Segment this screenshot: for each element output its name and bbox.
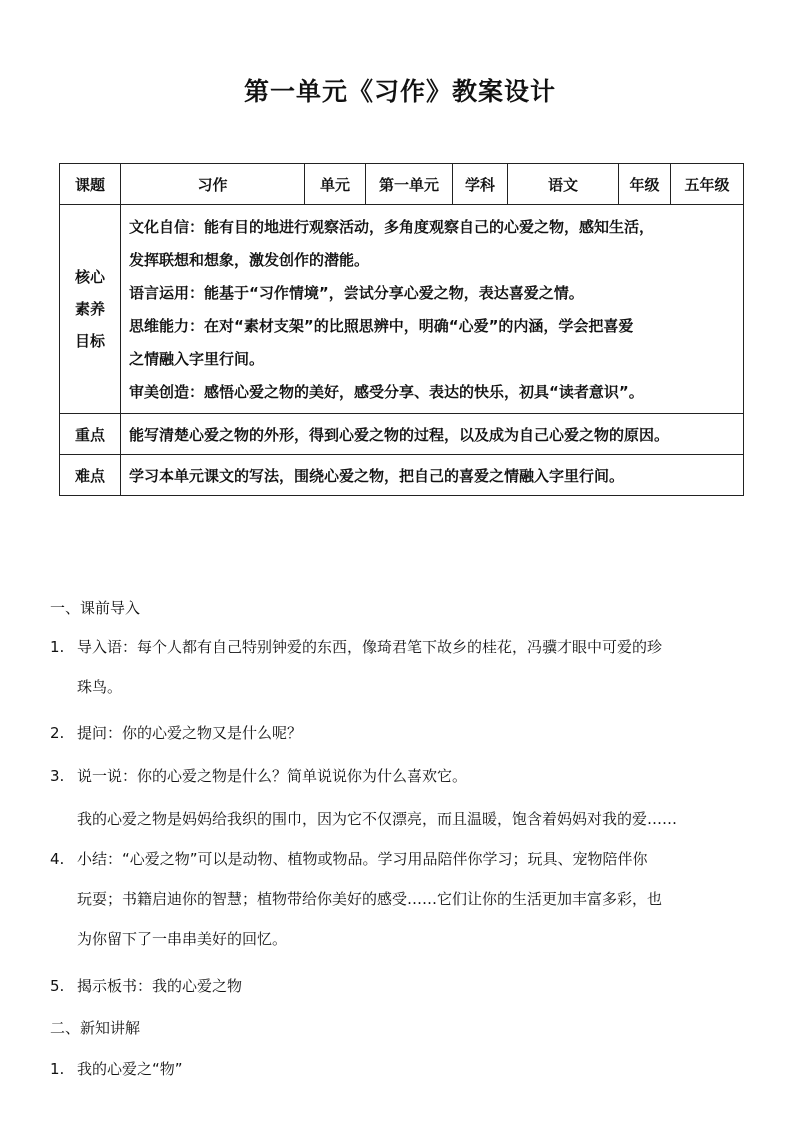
key-points-label: 重点	[60, 414, 121, 455]
item-number: 2.	[50, 724, 65, 742]
goal-line: 发挥联想和想象，激发创作的潜能。	[129, 251, 370, 269]
grade-value: 五年级	[671, 164, 744, 205]
list-item	[50, 627, 755, 707]
unit-value: 第一单元	[366, 164, 453, 205]
item-number: 3.	[50, 767, 65, 785]
grade-label: 年级	[619, 164, 671, 205]
section-heading: 一、课前导入	[50, 599, 141, 617]
table-header-row	[60, 164, 744, 205]
goals-label-line: 素养	[74, 300, 105, 318]
goal-line: 之情融入字里行间。	[129, 350, 265, 368]
section-heading: 二、新知讲解	[50, 1019, 141, 1037]
item-line: 提问：你的心爱之物又是什么呢？	[77, 724, 303, 742]
key-points-row	[60, 414, 744, 455]
difficulties-text: 学习本单元课文的写法，围绕心爱之物，把自己的喜爱之情融入字里行间。	[121, 455, 744, 496]
goal-line: 文化自信：能有目的地进行观察活动，多角度观察自己的心爱之物，感知生活，	[129, 218, 655, 236]
item-number: 4.	[50, 850, 65, 868]
difficulties-row	[60, 455, 744, 496]
difficulties-label: 难点	[60, 455, 121, 496]
topic-label: 课题	[60, 164, 121, 205]
list-item	[50, 966, 755, 1006]
goal-line: 审美创造：感悟心爱之物的美好，感受分享、表达的快乐，初具“读者意识”。	[129, 383, 644, 401]
example-answer: 我的心爱之物是妈妈给我织的围巾，因为它不仅漂亮，而且温暖，饱含着妈妈对我的爱……	[77, 810, 678, 828]
goals-label-line: 目标	[74, 332, 105, 350]
goal-line: 思维能力：在对“素材支架”的比照思辨中，明确“心爱”的内涵，学会把喜爱	[129, 317, 634, 335]
item-line: 玩耍；书籍启迪你的智慧；植物带给你美好的感受……它们让你的生活更加丰富多彩，也	[77, 890, 663, 908]
item-number: 1.	[50, 638, 65, 656]
subject-label: 学科	[453, 164, 508, 205]
page-title: 第一单元《习作》教案设计	[243, 77, 556, 106]
item-number: 5.	[50, 977, 65, 995]
goals-label	[60, 205, 121, 414]
lesson-plan-table	[59, 163, 744, 496]
goals-content	[121, 205, 744, 414]
goals-label-line: 核心	[74, 268, 105, 286]
topic-value: 习作	[121, 164, 305, 205]
item-line: 我的心爱之“物”	[77, 1060, 183, 1078]
list-item	[50, 1049, 755, 1089]
item-line: 说一说：你的心爱之物是什么？简单说说你为什么喜欢它。	[77, 767, 468, 785]
item-number: 1.	[50, 1060, 65, 1078]
list-item	[50, 713, 755, 753]
item-line: 揭示板书：我的心爱之物	[77, 977, 243, 995]
key-points-text: 能写清楚心爱之物的外形，得到心爱之物的过程，以及成为自己心爱之物的原因。	[121, 414, 744, 455]
item-line: 导入语：每个人都有自己特别钟爱的东西，像琦君笔下故乡的桂花，冯骥才眼中可爱的珍	[77, 638, 663, 656]
item-line: 为你留下了一串串美好的回忆。	[77, 930, 288, 948]
goal-line: 语言运用：能基于“习作情境”，尝试分享心爱之物，表达喜爱之情。	[129, 284, 584, 302]
list-item	[50, 756, 755, 796]
item-line: 珠鸟。	[77, 678, 123, 696]
goals-row	[60, 205, 744, 414]
list-item	[50, 839, 755, 959]
item-line: 小结：“心爱之物”可以是动物、植物或物品。学习用品陪伴你学习；玩具、宠物陪伴你	[77, 850, 648, 868]
unit-label: 单元	[305, 164, 366, 205]
subject-value: 语文	[508, 164, 619, 205]
